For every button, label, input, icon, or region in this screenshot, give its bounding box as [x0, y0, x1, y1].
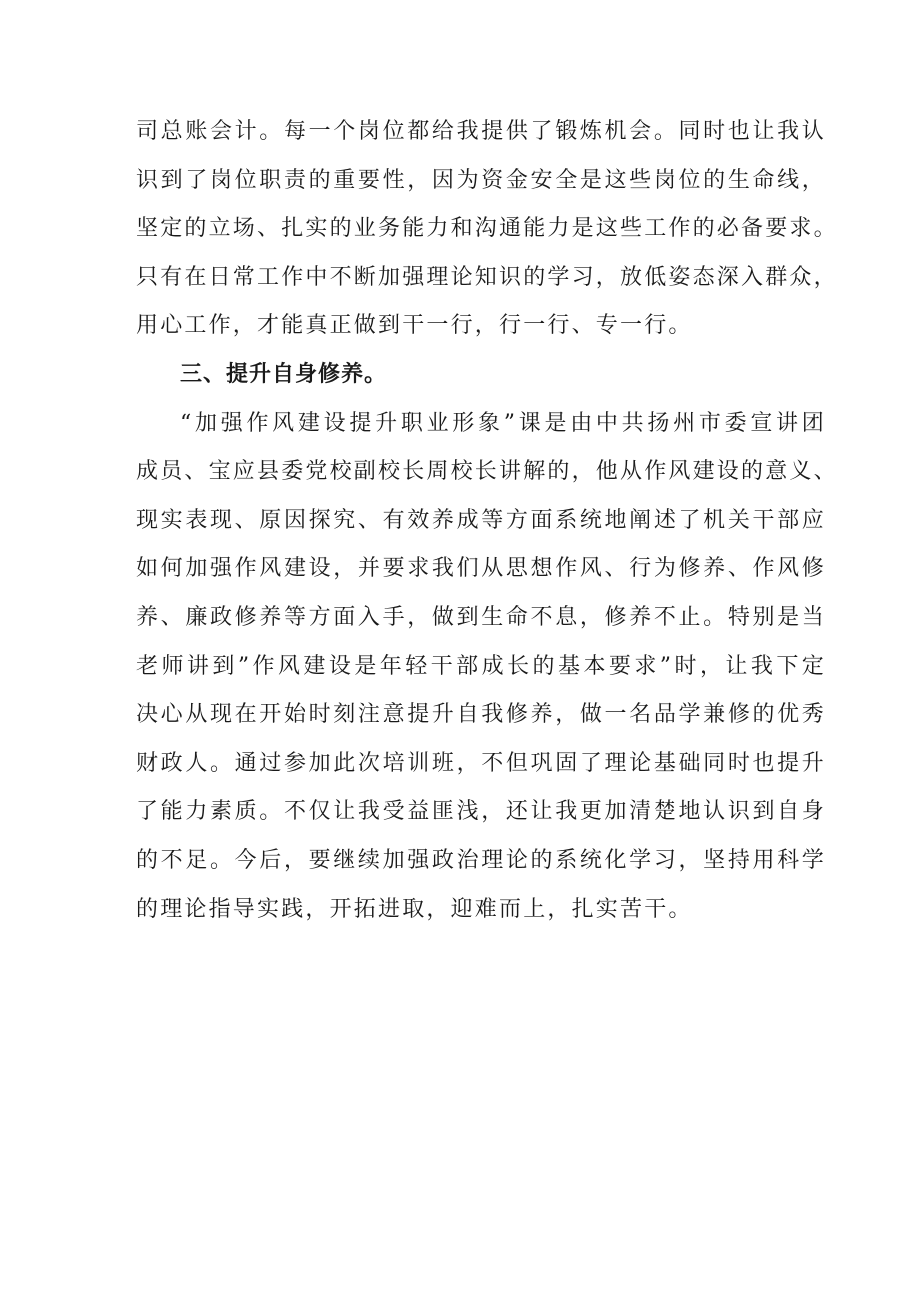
paragraph-line: 司总账会计。每一个岗位都给我提供了锻炼机会。同时也让我认	[136, 119, 826, 144]
paragraph-line: 用心工作，才能真正做到干一行，行一行、专一行。	[136, 313, 693, 339]
paragraph-line: 如何加强作风建设，并要求我们从思想作风、行为修养、作风修	[136, 556, 826, 582]
paragraph-line: 财政人。通过参加此次培训班，不但巩固了理论基础同时也提升	[136, 750, 826, 776]
section-heading: 三、提升自身修养。	[180, 361, 388, 387]
paragraph-line: 只有在日常工作中不断加强理论知识的学习，放低姿态深入群众，	[136, 264, 838, 290]
paragraph-line: 决心从现在开始时刻注意提升自我修养，做一名品学兼修的优秀	[136, 702, 826, 728]
paragraph-line: 识到了岗位职责的重要性，因为资金安全是这些岗位的生命线，	[136, 167, 826, 193]
paragraph-line: 坚定的立场、扎实的业务能力和沟通能力是这些工作的必备要求。	[136, 216, 838, 242]
paragraph-line: 养、廉政修养等方面入手，做到生命不息，修养不止。特别是当	[136, 604, 826, 630]
document-body	[136, 108, 838, 934]
paragraph-line: 老师讲到”作风建设是年轻干部成长的基本要求”时，让我下定	[136, 653, 826, 679]
paragraph-line: 现实表现、原因探究、有效养成等方面系统地阐述了机关干部应	[136, 507, 826, 533]
paragraph-line: 的不足。今后，要继续加强政治理论的系统化学习，坚持用科学	[136, 847, 826, 873]
paragraph-line: 了能力素质。不仅让我受益匪浅，还让我更加清楚地认识到自身	[136, 799, 826, 825]
paragraph-line: “加强作风建设提升职业形象”课是由中共扬州市委宣讲团	[180, 410, 826, 436]
paragraph-line: 成员、宝应县委党校副校长周校长讲解的，他从作风建设的意义、	[136, 459, 838, 485]
paragraph-line: 的理论指导实践，开拓进取，迎难而上，扎实苦干。	[136, 896, 693, 922]
